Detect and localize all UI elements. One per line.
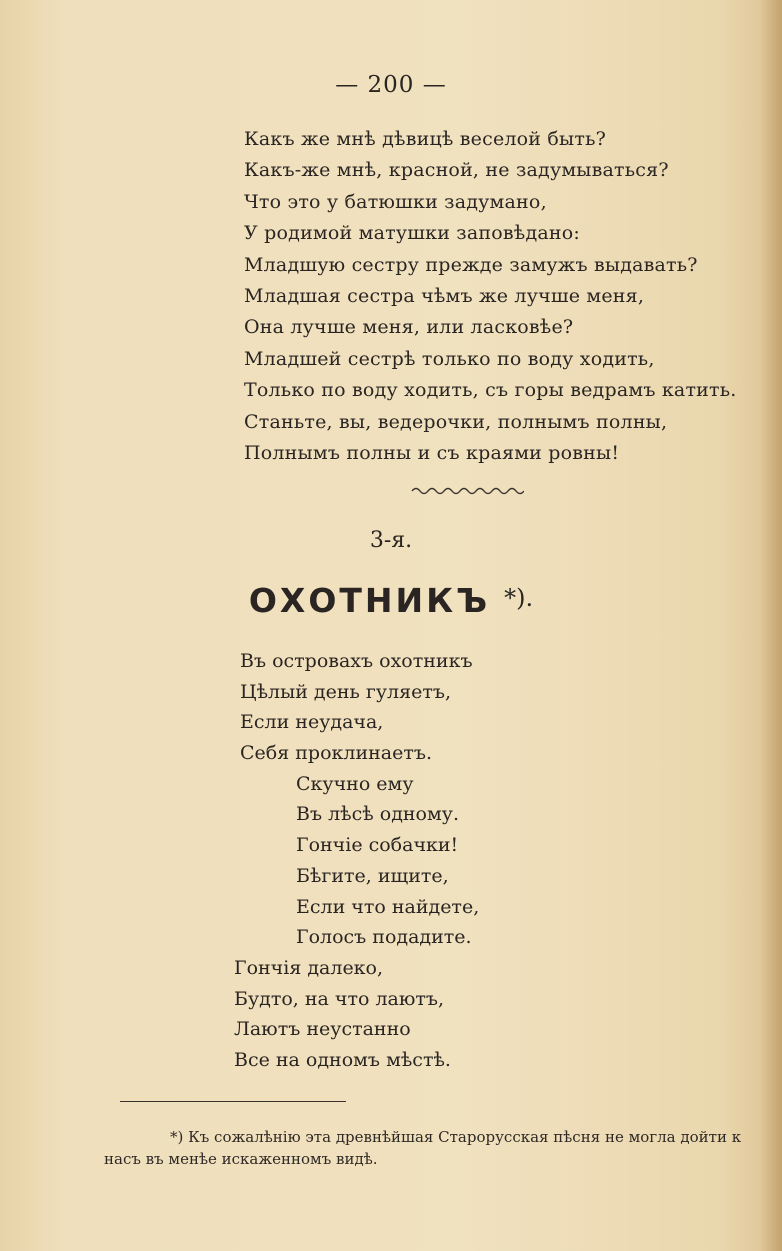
footnote — [104, 1126, 782, 1170]
poem-line: Лаютъ неустанно — [234, 1018, 411, 1041]
poem-line: Станьте, вы, ведерочки, полнымъ полны, — [244, 410, 668, 433]
poem-stanza-1 — [244, 124, 737, 469]
song-number: 3-я. — [369, 528, 413, 553]
poem-line: Въ островахъ охотникъ — [240, 650, 473, 672]
poem-line: Гончія далеко, — [234, 956, 384, 979]
poem-line: Что это у батюшки задумано, — [244, 190, 547, 213]
poem-line: Полнымъ полны и съ краями ровны! — [244, 441, 620, 464]
poem-line: Младшей сестрѣ только по воду ходить, — [244, 347, 655, 370]
poem-line: У родимой матушки заповѣдано: — [244, 222, 580, 245]
poem-line: Все на одномъ мѣстѣ. — [234, 1048, 451, 1071]
poem-line: Какъ же мнѣ дѣвицѣ веселой быть? — [244, 128, 607, 150]
footnote-line: *) Къ сожалѣнію эта древнѣйшая Старорусская пѣсня не могла дойти к — [170, 1128, 742, 1146]
footnote-divider — [120, 1101, 346, 1102]
poem-line: Если неудача, — [240, 711, 384, 734]
poem-line: Въ лѣсѣ одному. — [296, 803, 459, 826]
poem-line: Будто, на что лаютъ, — [234, 987, 445, 1010]
page-number: — 200 — — [335, 72, 447, 98]
song-title-text: ОХОТНИКЪ — [248, 581, 491, 620]
poem-line: Цѣлый день гуляетъ, — [240, 680, 451, 703]
poem-line: Только по воду ходить, съ горы ведрамъ катить. — [244, 379, 737, 402]
poem-line: Младшая сестра чѣмъ же лучше меня, — [244, 284, 645, 307]
poem-line: Младшую сестру прежде замужъ выдавать? — [244, 253, 698, 276]
song-title — [0, 581, 782, 620]
poem-line: Она лучше меня, или ласковѣе? — [244, 316, 574, 339]
poem-line: Бѣгите, ищите, — [296, 864, 449, 887]
poem-line: Если что найдете, — [296, 895, 480, 918]
poem-stanza-2 — [0, 646, 782, 1076]
footnote-line: насъ въ менѣе искаженномъ видѣ. — [104, 1150, 378, 1168]
section-divider-ornament — [410, 483, 524, 499]
poem-line: Гончіе собачки! — [296, 834, 459, 857]
footnote-marker: *). — [504, 584, 534, 612]
poem-line: Себя проклинаетъ. — [240, 742, 432, 765]
poem-line: Скучно ему — [296, 772, 414, 795]
poem-line: Голосъ подадите. — [296, 926, 472, 949]
poem-line: Какъ-же мнѣ, красной, не задумываться? — [244, 159, 669, 182]
